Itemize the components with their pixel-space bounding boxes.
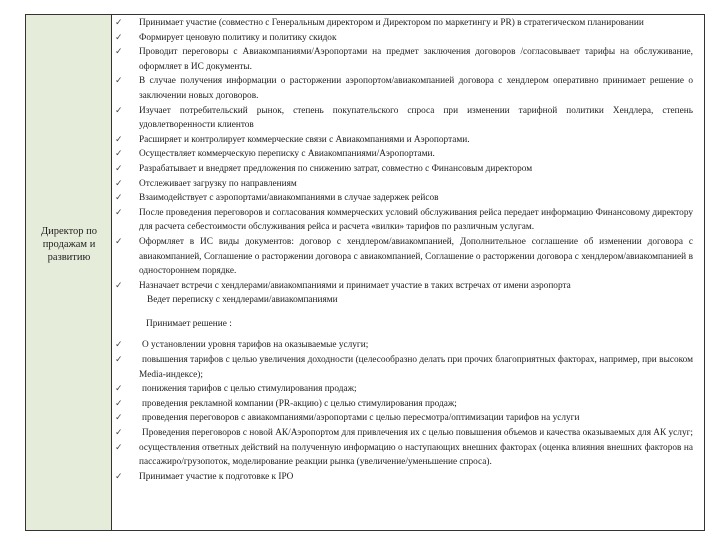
duty-item bbox=[26, 206, 705, 235]
item-text: О установлении уровня тарифов на оказываемые услуги; bbox=[142, 340, 369, 351]
checkmark-icon: ✓ bbox=[115, 236, 123, 247]
checkmark-icon: ✓ bbox=[115, 163, 123, 174]
checkmark-icon: ✓ bbox=[115, 442, 123, 453]
checkmark-icon: ✓ bbox=[115, 32, 123, 43]
decision-item bbox=[26, 338, 705, 353]
item-text: После проведения переговоров и согласования коммерческих условий обслуживания рейса передает информацию Финансовому директору для расчета себестоимости обслуживания рейса и расчета «вилки» тарифов по различным услугам. bbox=[139, 207, 693, 233]
item-text: Взаимодействует с аэропортами/авиакомпаниями в случае задержек рейсов bbox=[139, 193, 439, 204]
item-text: Принимает участие к подготовке к IPO bbox=[139, 471, 294, 482]
duties-list bbox=[26, 15, 704, 485]
checkmark-icon: ✓ bbox=[115, 280, 123, 291]
item-text: Изучает потребительский рынок, степень покупательского спроса при изменении тарифной политики Хендлера, степень удовлетворенности клиентов bbox=[139, 105, 693, 131]
item-text: Проведения переговоров с новой АК/Аэропортом для привлечения их с целью повышения объемов и качества оказываемых для АК услуг; bbox=[142, 428, 693, 439]
duty-item bbox=[26, 104, 705, 133]
checkmark-icon: ✓ bbox=[115, 47, 123, 58]
item-text: проведения переговоров с авиакомпаниями/аэропортами с целью пересмотра/оптимизации тарифов на услуги bbox=[142, 413, 580, 424]
decision-item bbox=[26, 382, 705, 397]
item-text: Осуществляет коммерческую переписку с Авиакомпаниями/Аэропортами. bbox=[139, 149, 435, 160]
checkmark-icon: ✓ bbox=[115, 193, 123, 204]
decision-item bbox=[26, 353, 705, 382]
item-text: Проводит переговоры с Авиакомпаниями/Аэропортами на предмет заключения договоров /согласовывает тарифы на обслуживание, оформляет в ИС документы. bbox=[139, 47, 693, 72]
duty-item bbox=[26, 74, 705, 103]
item-text: Принимает решение : bbox=[146, 318, 232, 329]
duty-item bbox=[26, 177, 705, 192]
checkmark-icon: ✓ bbox=[115, 207, 123, 218]
item-text: повышения тарифов с целью увеличения доходности (целесообразно делать при прочих благоприятных факторах, например, при высоком Media-индексе); bbox=[139, 355, 693, 380]
item-text: Назначает встречи с хендлерами/авиакомпаниями и принимает участие в таких встречах от имени аэропорта bbox=[139, 280, 571, 291]
item-text: Расширяет и контролирует коммерческие связи с Авиакомпаниями и Аэропортами. bbox=[139, 134, 470, 145]
duty-item bbox=[26, 133, 705, 148]
duty-item bbox=[26, 279, 705, 294]
item-text: В случае получения информации о расторжении аэропортом/авиакомпанией договора с хендлером оперативно принимает решение о заключении новых договоров. bbox=[139, 76, 693, 101]
duty-item bbox=[26, 191, 705, 206]
checkmark-icon: ✓ bbox=[115, 413, 123, 424]
item-text: Отслеживает загрузку по направлениям bbox=[139, 178, 297, 189]
checkmark-icon: ✓ bbox=[115, 18, 123, 28]
role-title: Директор по продажам и развитию bbox=[40, 226, 98, 263]
checkmark-icon: ✓ bbox=[115, 384, 123, 395]
checkmark-icon: ✓ bbox=[115, 149, 123, 160]
duty-item bbox=[26, 162, 705, 177]
duty-item bbox=[26, 31, 705, 46]
responsibilities-table bbox=[25, 14, 705, 531]
decision-item bbox=[26, 411, 705, 426]
correspondence-note bbox=[26, 293, 705, 308]
duty-item bbox=[26, 45, 705, 74]
decision-item bbox=[26, 426, 705, 441]
checkmark-icon: ✓ bbox=[115, 340, 123, 351]
checkmark-icon: ✓ bbox=[115, 105, 123, 116]
checkmark-icon: ✓ bbox=[115, 471, 123, 482]
item-text: Принимает участие (совместно с Генеральным директором и Директором по маркетингу и PR) в стратегическом планировании bbox=[139, 18, 644, 28]
decision-item bbox=[26, 397, 705, 412]
item-text: Формирует ценовую политику и политику скидок bbox=[139, 32, 337, 43]
duty-item bbox=[26, 235, 705, 279]
item-text: осуществления ответных действий на полученную информацию о наступающих внешних факторах (оценка влияния внешних факторов на пассажиро/грузопоток, моделирование реакции рынка (увеличение/уменьшение спроса). bbox=[139, 442, 693, 468]
decision-item bbox=[26, 441, 705, 470]
item-text: Оформляет в ИС виды документов: договор с хендлером/авиакомпанией, Дополнительное соглашение об изменении договора с авиакомпанией, Соглашение о расторжении договора с авиакомпанией, Соглашение о расторжении договора с хендлером/авиакомпанией в одностороннем порядке. bbox=[139, 236, 693, 277]
checkmark-icon: ✓ bbox=[115, 398, 123, 409]
duty-item bbox=[26, 16, 705, 31]
item-text: Разрабатывает и внедряет предложения по снижению затрат, совместно с Финансовым директором bbox=[139, 163, 533, 174]
checkmark-icon: ✓ bbox=[115, 428, 123, 439]
checkmark-icon: ✓ bbox=[115, 178, 123, 189]
decisions-heading bbox=[26, 317, 705, 332]
item-text: понижения тарифов с целью стимулирования продаж; bbox=[142, 384, 357, 395]
item-text: проведения рекламной компании (PR-акцию) с целью стимулирования продаж; bbox=[142, 398, 457, 409]
ipo-item bbox=[26, 470, 705, 485]
checkmark-icon: ✓ bbox=[115, 134, 123, 145]
checkmark-icon: ✓ bbox=[115, 355, 123, 366]
duty-item bbox=[26, 147, 705, 162]
checkmark-icon: ✓ bbox=[115, 76, 123, 87]
item-text: Ведет переписку с хендлерами/авиакомпаниями bbox=[147, 295, 338, 306]
